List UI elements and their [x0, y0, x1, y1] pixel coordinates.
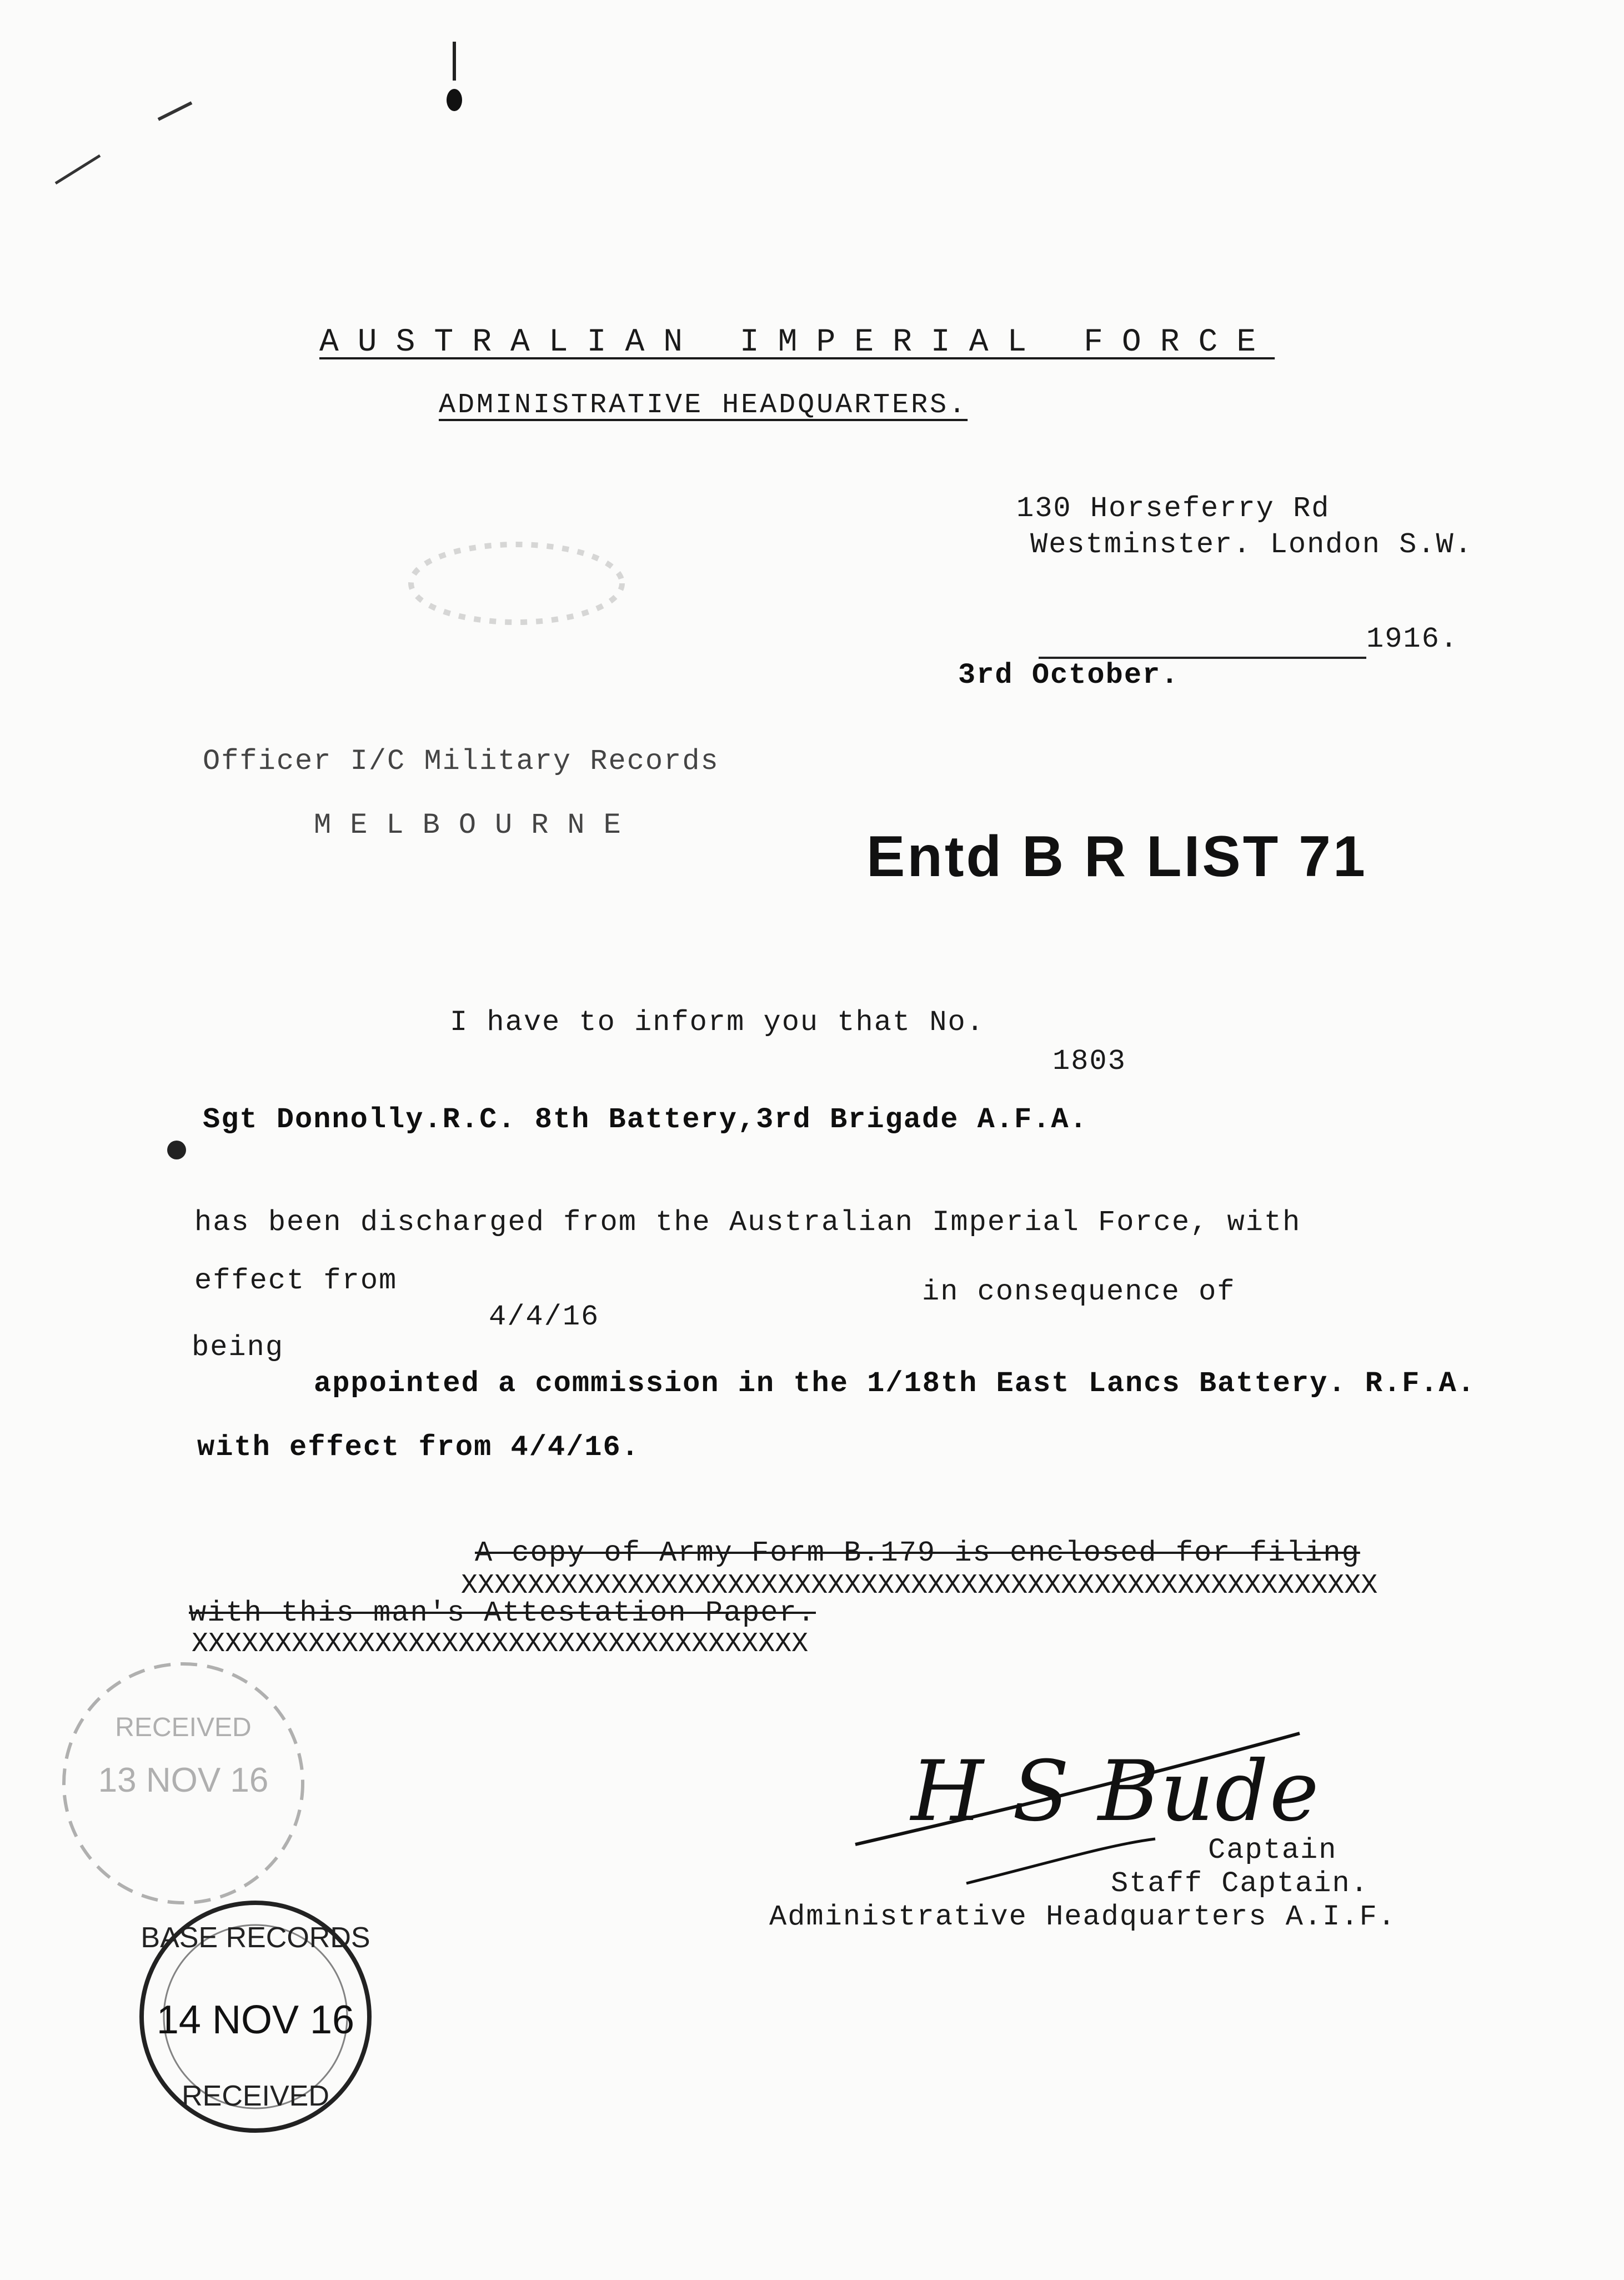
- received-stamp: [64, 1664, 303, 1903]
- recipient-line-1: Officer I/C Military Records: [203, 745, 719, 778]
- reason-line-2: with effect from 4/4/16.: [197, 1431, 640, 1464]
- signature-title: Staff Captain.: [1111, 1867, 1369, 1900]
- date-day-month: 3rd October.: [958, 659, 1180, 692]
- signature-rank: Captain: [1208, 1834, 1337, 1867]
- in-consequence-label: in consequence of: [922, 1276, 1236, 1308]
- base-records-stamp-received: RECEIVED: [182, 2080, 329, 2112]
- address-line-2: Westminster. London S.W.: [1030, 528, 1473, 561]
- effect-from-label: effect from: [194, 1264, 398, 1297]
- struck-line-1: A copy of Army Form B.179 is enclosed for filing: [475, 1537, 1360, 1569]
- struck-line-2: with this man's Attestation Paper.: [189, 1597, 816, 1629]
- letterhead-title: AUSTRALIAN IMPERIAL FORCE: [319, 324, 1275, 361]
- signature-stroke-2: [966, 1839, 1155, 1883]
- stray-mark-1: [158, 103, 192, 119]
- soldier-line: Sgt Donnolly.R.C. 8th Battery,3rd Brigade A.F.A.: [203, 1103, 1088, 1136]
- x-line-1: XXXXXXXXXXXXXXXXXXXXXXXXXXXXXXXXXXXXXXXXXXXXXXXXXXXXXXX: [461, 1570, 1378, 1602]
- received-stamp-date: 13 NOV 16: [98, 1761, 269, 1799]
- being-label: being: [192, 1331, 284, 1364]
- base-records-stamp-label: BASE RECORDS: [141, 1922, 370, 1954]
- date-year: 1916.: [1366, 623, 1459, 656]
- reason-line-1: appointed a commission in the 1/18th East Lancs Battery. R.F.A.: [314, 1367, 1476, 1400]
- recipient-line-2: MELBOURNE: [314, 809, 640, 842]
- signature-office: Administrative Headquarters A.I.F.: [769, 1901, 1396, 1933]
- faint-smudge: [411, 544, 622, 622]
- signature: H S Bude: [911, 1743, 1320, 1840]
- ink-dot: [167, 1141, 186, 1159]
- discharge-line-1: has been discharged from the Australian Imperial Force, with: [194, 1206, 1301, 1239]
- x-line-2: XXXXXXXXXXXXXXXXXXXXXXXXXXXXXXXXXXXXX: [192, 1628, 809, 1660]
- stray-mark-2: [56, 156, 100, 183]
- signature-stroke: [855, 1733, 1300, 1844]
- letterhead-subtitle: ADMINISTRATIVE HEADQUARTERS.: [439, 389, 968, 421]
- body-intro: I have to inform you that No.: [450, 1006, 985, 1039]
- punch-hole: [447, 89, 462, 111]
- entry-stamp: Entd B R LIST 71: [866, 824, 1367, 889]
- base-records-stamp: [141, 1903, 370, 2131]
- discharge-date: 4/4/16: [489, 1301, 600, 1333]
- received-stamp-label: RECEIVED: [115, 1713, 252, 1742]
- service-number: 1803: [1052, 1045, 1126, 1078]
- address-line-1: 130 Horseferry Rd: [1016, 492, 1330, 525]
- base-records-stamp-date: 14 NOV 16: [156, 1998, 355, 2042]
